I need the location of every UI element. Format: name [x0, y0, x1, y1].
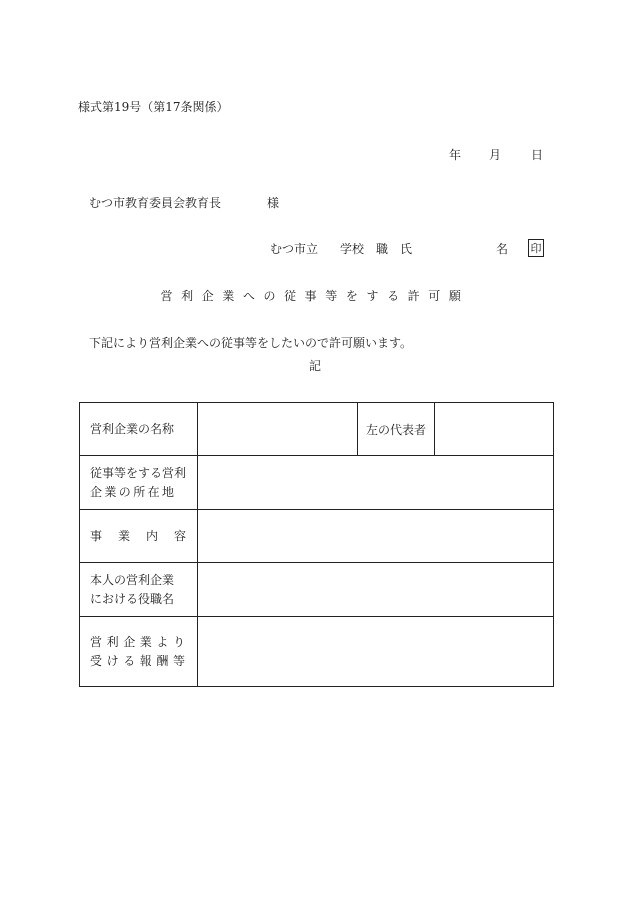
table-row [80, 510, 554, 563]
addressee [89, 197, 279, 209]
company-name-field[interactable] [198, 403, 358, 456]
company-name-label [80, 403, 198, 456]
addressee-title: むつ市教育委員会教育長 [89, 196, 222, 210]
location-label-line1: 従事等をする営利 [90, 465, 187, 480]
table-row [80, 403, 554, 456]
role-label-line2: における役職名 [90, 591, 175, 606]
location-field[interactable] [198, 456, 554, 510]
date-line [449, 149, 543, 161]
applicant-surname-label: 氏 [400, 242, 413, 256]
table-row [80, 456, 554, 510]
business-label [80, 510, 203, 563]
compensation-label-line2: 受ける報酬等 [90, 653, 190, 668]
applicant-position: 職 [376, 242, 389, 256]
location-label-line2: 企業の所在地 [90, 484, 177, 499]
representative-label: 左の代表者 [358, 403, 435, 456]
ki-mark: 記 [308, 359, 321, 373]
company-name-label-text: 営利企業の名称 [90, 421, 175, 436]
table-row [80, 617, 554, 687]
compensation-label-line1: 営利企業より [90, 634, 190, 649]
applicant-school: 学校 [340, 242, 365, 256]
detail-table [79, 402, 554, 687]
table-row [80, 563, 554, 617]
location-label [80, 456, 198, 510]
applicant-given-label: 名 [496, 242, 509, 256]
seal-box: 印 [528, 239, 544, 257]
business-label-text: 事業内容 [90, 528, 203, 543]
date-day-label: 日 [531, 148, 544, 162]
representative-field[interactable] [435, 403, 554, 456]
form-number: 様式第19号（第17条関係） [78, 100, 229, 114]
body-text: 下記により営利企業への従事等をしたいので許可願います。 [89, 336, 413, 350]
role-field[interactable] [198, 563, 554, 617]
compensation-label [80, 617, 198, 687]
applicant-city: むつ市立 [270, 242, 319, 256]
date-year-label: 年 [449, 148, 462, 162]
compensation-field[interactable] [198, 617, 554, 687]
applicant-line [270, 243, 412, 255]
date-month-label: 月 [489, 148, 502, 162]
role-label [80, 563, 198, 617]
document-title: 営利企業への従事等をする許可願 [160, 289, 470, 303]
business-field[interactable] [198, 510, 554, 563]
role-label-line1: 本人の営利企業 [90, 572, 175, 587]
addressee-honorific: 様 [267, 196, 280, 210]
